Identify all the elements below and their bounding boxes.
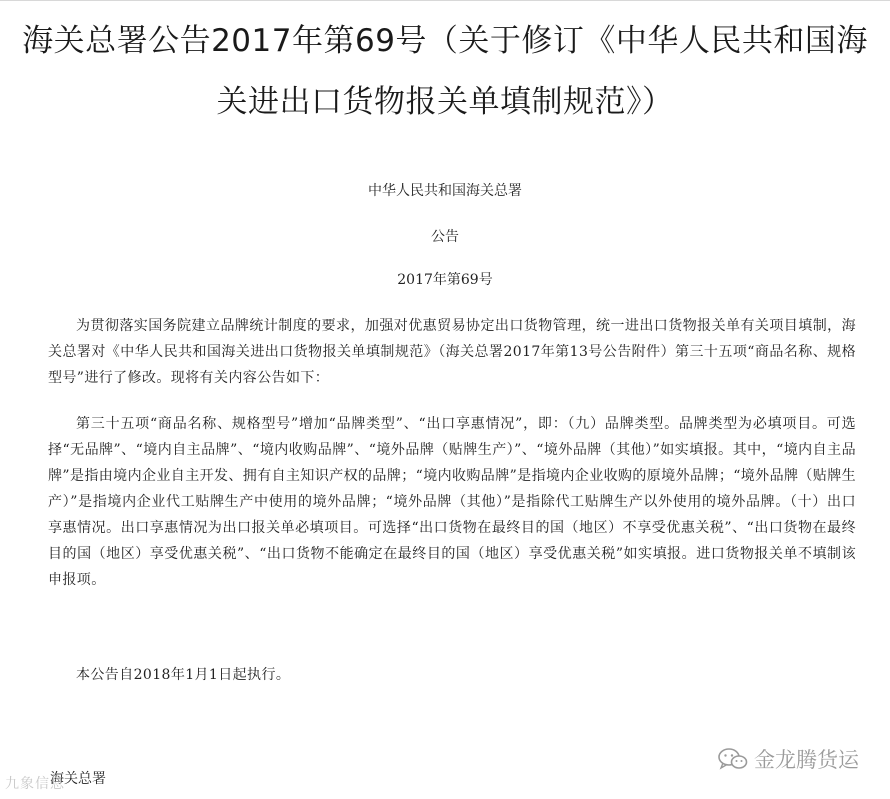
document-number: 2017年第69号: [397, 272, 493, 288]
watermark-left: 九象信息: [5, 776, 65, 792]
watermark-right-label: 金龙腾货运: [754, 748, 859, 772]
body-paragraph-intro: 为贯彻落实国务院建立品牌统计制度的要求，加强对优惠贸易协定出口货物管理，统一进出口货物报关单有关项目填制，海关总署对《中华人民共和国海关进出口货物报关单填制规范》（海关总署2017年第13号公告附件）第三十五项“商品名称、规格型号”进行了修改。现将有关内容公告如下：: [48, 318, 856, 386]
body-paragraph-content: 第三十五项“商品名称、规格型号”增加“品牌类型”、“出口享惠情况”，即：（九）品牌类型。品牌类型为必填项目。可选择“无品牌”、“境内自主品牌”、“境内收购品牌”、“境外品牌（贴牌生产）”、“境外品牌（其他）”如实填报。其中，“境内自主品牌”是指由境内企业自主开发、拥有自主知识产权的品牌；“境内收购品牌”是指境内企业收购的原境外品牌；“境外品牌（贴牌生产）”是指境内企业代工贴牌生产中使用的境外品牌；“境外品牌（其他）”是指除代工贴牌生产以外使用的境外品牌。（十）出口享惠情况。出口享惠情况为出口报关单必填项目。可选择“出口货物在最终目的国（地区）不享受优惠关税”、“出口货物在最终目的国（地区）享受优惠关税”、“出口货物不能确定在最终目的国（地区）享受优惠关税”如实填报。进口货物报关单不填制该申报项。: [48, 416, 856, 588]
document-type: 公告: [431, 229, 459, 245]
body-paragraph-effective-date: 本公告自2018年1月1日起执行。: [76, 667, 291, 683]
watermark-right: [718, 744, 859, 774]
issuer-name: 中华人民共和国海关总署: [368, 183, 522, 199]
page-title: 海关总署公告2017年第69号（关于修订《中华人民共和国海关进出口货物报关单填制规范》）: [22, 23, 868, 120]
signature: 海关总署: [50, 771, 106, 787]
wechat-icon: [718, 747, 748, 771]
